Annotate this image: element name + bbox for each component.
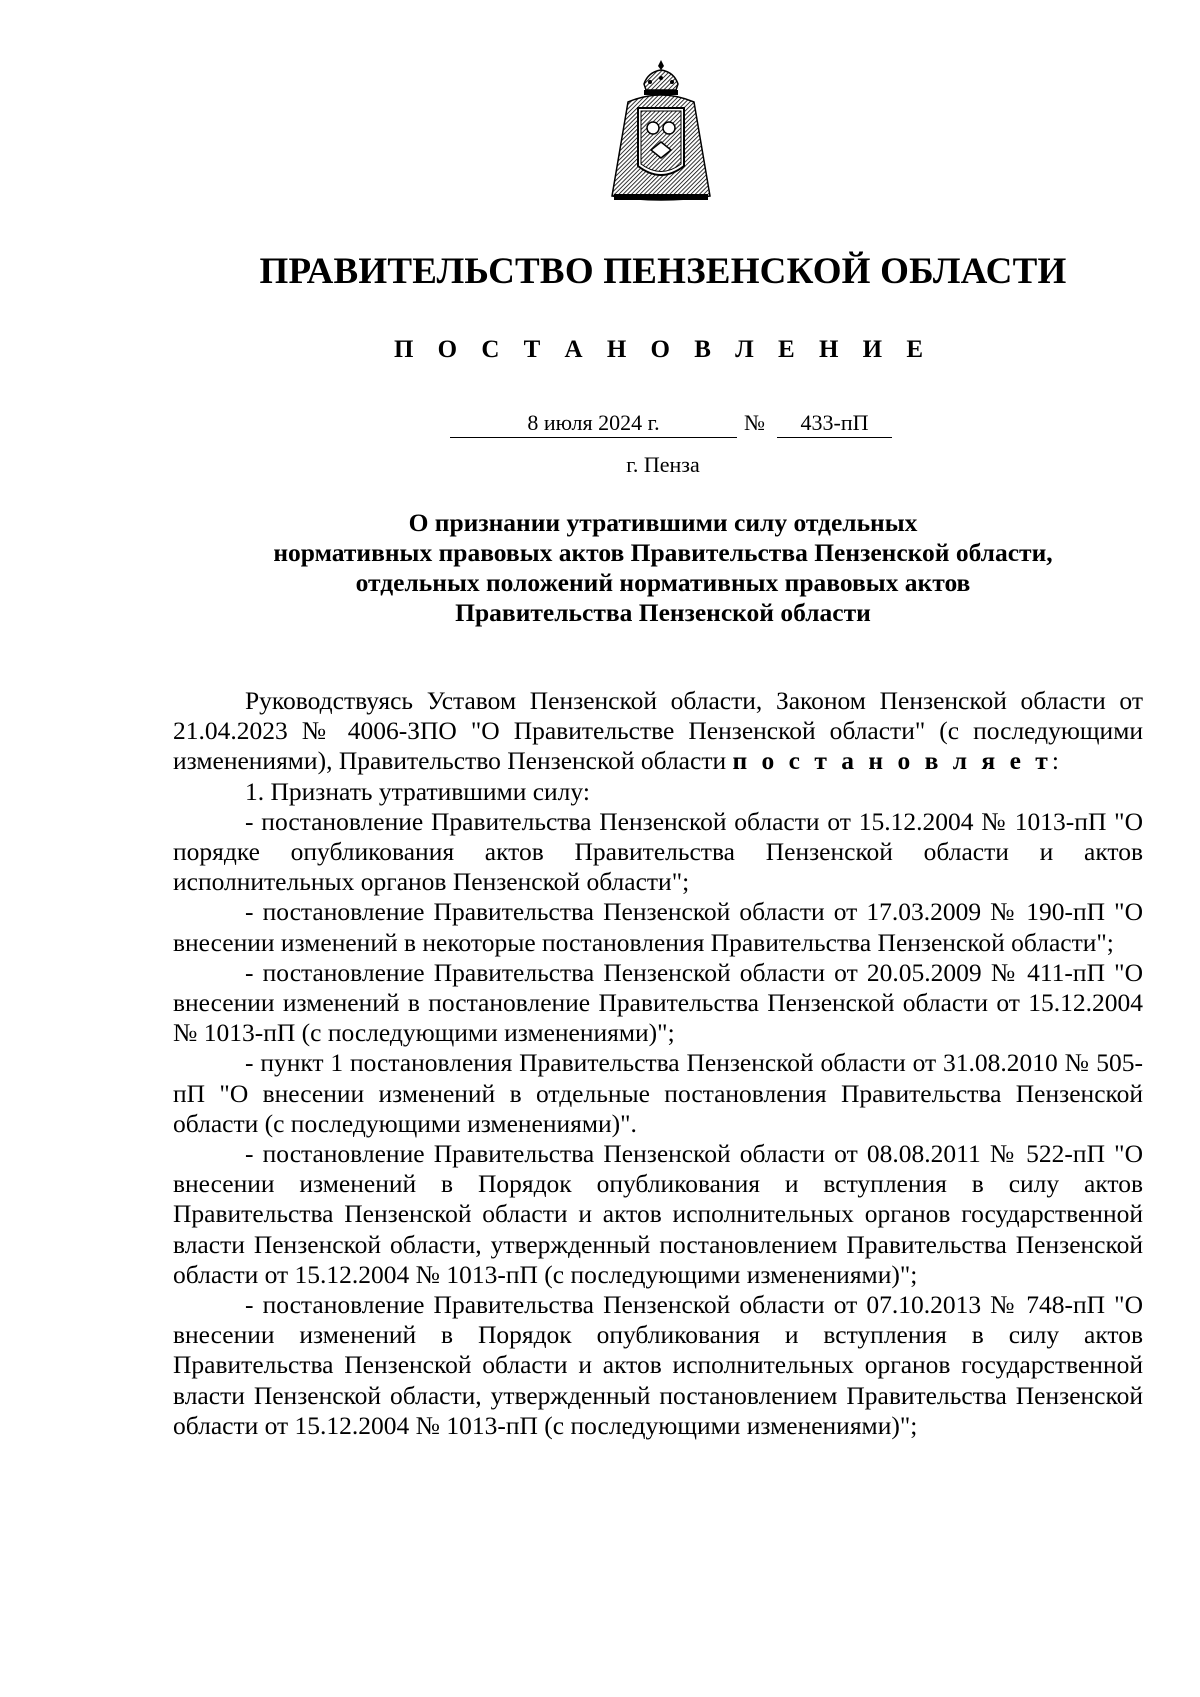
number-underline — [777, 437, 892, 438]
subject-line-3: отдельных положений нормативных правовых актов — [355, 568, 971, 597]
subject-line-4: Правительства Пензенской области — [455, 598, 871, 627]
decides-colon: : — [1051, 746, 1059, 776]
sub-item-4: - пункт 1 постановления Правительства Пензенской области от 31.08.2010 № 505-пП "О внесении изменений в отдельные постановления Правительства Пензенской области (с последующими изменениями)". — [173, 1048, 1143, 1138]
government-title: ПРАВИТЕЛЬСТВО ПЕНЗЕНСКОЙ ОБЛАСТИ — [259, 251, 1067, 292]
sub-item-6: - постановление Правительства Пензенской области от 07.10.2013 № 748-пП "О внесении изменений в Порядок опубликования и вступления в силу актов Правительства Пензенской области и актов исполнительных органов государственной власти Пензенской области, утвержденный постановлением Правительства Пензенской области от 15.12.2004 № 1013-пП (с последующими изменениями)"; — [173, 1290, 1143, 1440]
sub-item-5: - постановление Правительства Пензенской области от 08.08.2011 № 522-пП "О внесении изменений в Порядок опубликования и вступления в силу актов Правительства Пензенской области и актов исполнительных органов государственной власти Пензенской области, утвержденный постановлением Правительства Пензенской области от 15.12.2004 № 1013-пП (с последующими изменениями)"; — [173, 1139, 1143, 1289]
item-1: 1. Признать утратившими силу: — [245, 776, 590, 806]
document-subject — [0, 508, 1200, 628]
document-type: П О С Т А Н О В Л Е Н И Е — [393, 336, 933, 363]
document-body — [173, 686, 1143, 1441]
city: г. Пенза — [626, 452, 700, 477]
preamble-text: Руководствуясь Уставом Пензенской области, Законом Пензенской области от 21.04.2023 № 4006-ЗПО "О Правительстве Пензенской области" (с последующими изменениями), Правительство Пензенской области — [173, 686, 1143, 776]
decides-word: п о с т а н о в л я е т — [732, 746, 1052, 776]
sub-item-1: - постановление Правительства Пензенской области от 15.12.2004 № 1013-пП "О порядке опубликования актов Правительства Пензенской области и актов исполнительных органов Пензенской области"; — [173, 806, 1143, 897]
document-number: 433-пП — [800, 410, 869, 435]
coat-of-arms-icon — [606, 58, 716, 208]
subject-line-2: нормативных правовых актов Правительства Пензенской области, — [273, 538, 1053, 567]
sub-item-3: - постановление Правительства Пензенской области от 20.05.2009 № 411-пП "О внесении изменений в постановление Правительства Пензенской области от 15.12.2004 № 1013-пП (с последующими изменениями)"; — [173, 957, 1143, 1048]
sub-item-2: - постановление Правительства Пензенской области от 17.03.2009 № 190-пП "О внесении изменений в некоторые постановления Правительства Пензенской области"; — [173, 897, 1143, 957]
date-underline — [450, 437, 737, 438]
preamble-paragraph — [173, 686, 1143, 777]
document-date: 8 июля 2024 г. — [527, 410, 660, 435]
number-sign: № — [744, 410, 765, 435]
subject-line-1: О признании утратившими силу отдельных — [408, 508, 918, 537]
